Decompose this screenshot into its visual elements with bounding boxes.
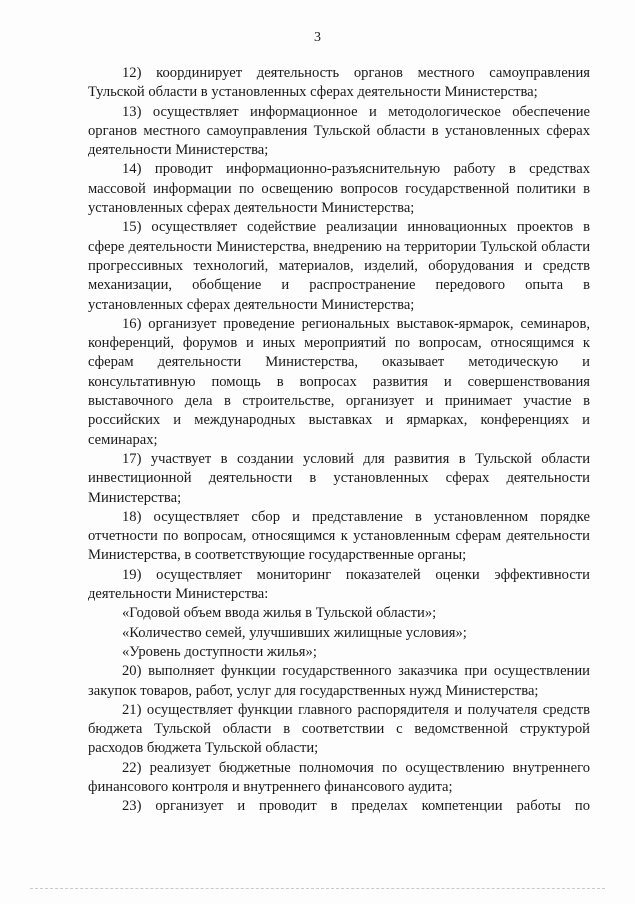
paragraph-item-22: 22) реализует бюджетные полномочия по осуществлению внутреннего финансового контроля и внутреннего финансового аудита; [88, 759, 590, 795]
paragraph-item-14: 14) проводит информационно-разъяснительную работу в средствах массовой информации по освещению вопросов государственной политики в установленных сферах деятельности Министерства; [88, 161, 590, 217]
paragraph-item-15: 15) осуществляет содействие реализации инновационных проектов в сфере деятельности Министерства, внедрению на территории Тульской области прогрессивных технологий, материалов, изделий, оборудования и средств механизации, обобщение и распространение передового опыта в установленных сферах деятельности Министерства; [88, 219, 590, 313]
indicator-quote: «Уровень доступности жилья»; [122, 643, 317, 660]
paragraph-item-23: 23) организует и проводит в пределах компетенции работы по [122, 798, 590, 815]
paragraph-item-21: 21) осуществляет функции главного распорядителя и получателя средств бюджета Тульской области в соответствии с ведомственной структурой расходов бюджета Тульской области; [88, 701, 590, 757]
paragraph-item-20: 20) выполняет функции государственного заказчика при осуществлении закупок товаров, работ, услуг для государственных нужд Министерства; [88, 663, 590, 699]
paragraph-item-19: 19) осуществляет мониторинг показателей оценки эффективности деятельности Министерства: [88, 566, 590, 603]
indicator-quote: «Годовой объем ввода жилья в Тульской области»; [122, 605, 437, 622]
indicator-quote: «Количество семей, улучшивших жилищные условия»; [122, 624, 467, 641]
paragraph-item-16: 16) организует проведение региональных выставок-ярмарок, семинаров, конференций, форумов и иных мероприятий по вопросам, относящимся к сферам деятельности Министерства, оказывает методическую и консультативную помощь в вопросах развития и совершенствования выставочного дела в строительстве, организует и принимает участие в российских и международных выставках и ярмарках, конференциях и семинарах; [88, 315, 590, 448]
paragraph-item-13: 13) осуществляет информационное и методологическое обеспечение органов местного самоуправления Тульской области в установленных сферах деятельности Министерства; [88, 103, 590, 159]
paragraph-item-18: 18) осуществляет сбор и представление в установленном порядке отчетности по вопросам, относящимся к установленным сферам деятельности Министерства, в соответствующие государственные органы; [88, 508, 590, 564]
paragraph-item-17: 17) участвует в создании условий для развития в Тульской области инвестиционной деятельности в установленных сферах деятельности Министерства; [88, 450, 590, 506]
scan-edge-line [30, 888, 605, 889]
document-body [88, 64, 590, 817]
paragraph-item-12: 12) координирует деятельность органов местного самоуправления Тульской области в установленных сферах деятельности Министерства; [88, 65, 590, 101]
page-number: 3 [314, 30, 321, 45]
